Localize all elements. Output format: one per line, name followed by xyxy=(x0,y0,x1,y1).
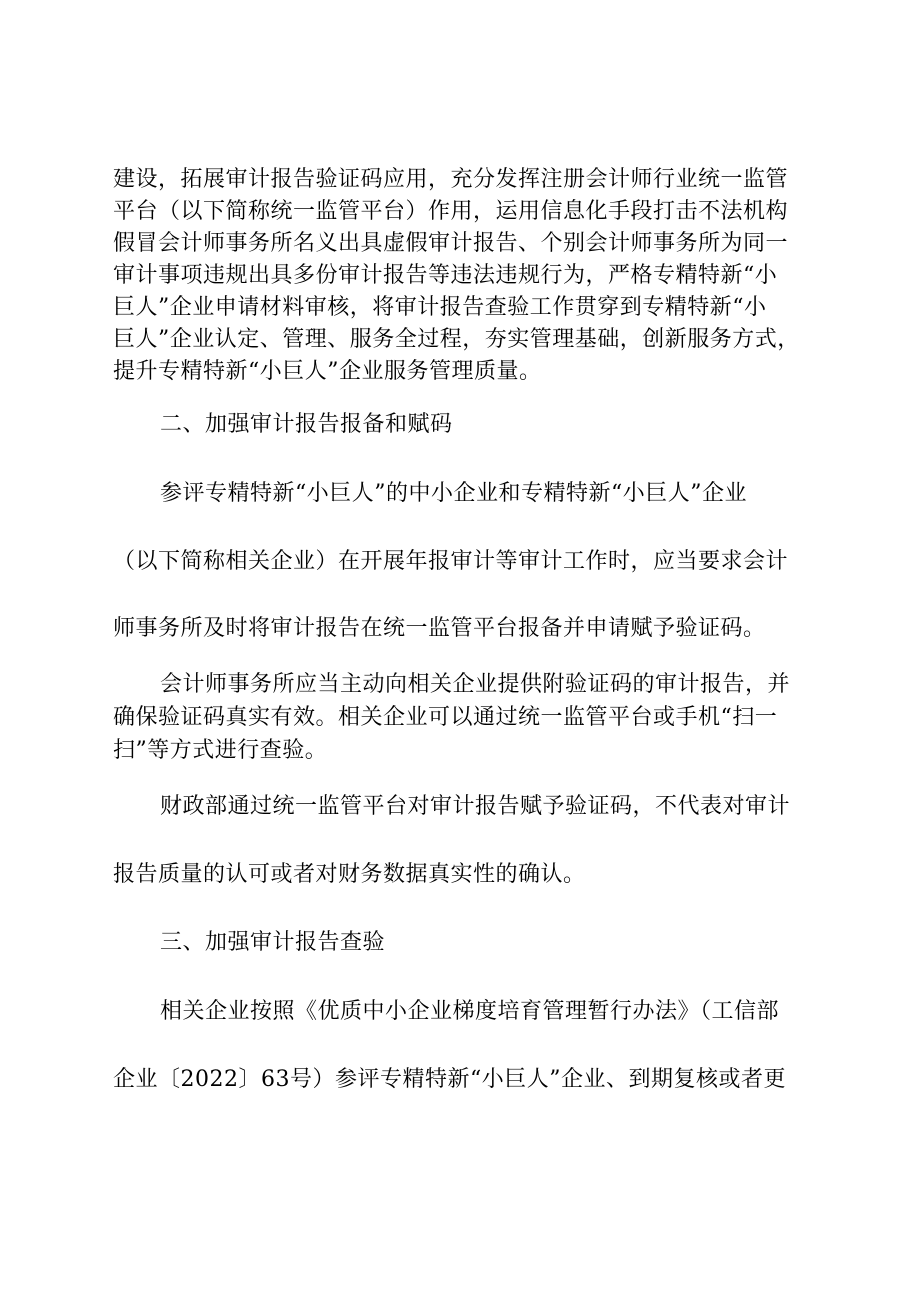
section-heading-3: 三、加强审计报告查验 xyxy=(160,930,386,955)
section-heading-2: 二、加强审计报告报备和赋码 xyxy=(160,412,453,437)
text-line: 审计事项违规出具多份审计报告等违法违规行为，严格专精特新“小 xyxy=(113,263,778,288)
text-line: 巨人”企业申请材料审核，将审计报告查验工作贯穿到专精特新“小 xyxy=(113,295,767,320)
text-line: 假冒会计师事务所名义出具虚假审计报告、个别会计师事务所为同一 xyxy=(113,231,789,256)
text-line: 建设，拓展审计报告验证码应用，充分发挥注册会计师行业统一监管 xyxy=(113,167,789,192)
text-line: 巨人”企业认定、管理、服务全过程，夯实管理基础，创新服务方式， xyxy=(113,327,800,352)
text-line: 会计师事务所应当主动向相关企业提供附验证码的审计报告，并 xyxy=(160,672,791,697)
text-line: （以下简称相关企业）在开展年报审计等审计工作时，应当要求会计 xyxy=(113,549,789,574)
text-line: 师事务所及时将审计报告在统一监管平台报备并申请赋予验证码。 xyxy=(113,616,766,641)
text-line: 参评专精特新“小巨人”的中小企业和专精特新“小巨人”企业 xyxy=(160,481,747,506)
text-line: 财政部通过统一监管平台对审计报告赋予验证码，不代表对审计 xyxy=(160,794,791,819)
text-line: 提升专精特新“小巨人”企业服务管理质量。 xyxy=(113,359,542,384)
text-line: 扫”等方式进行查验。 xyxy=(113,738,328,763)
text-line: 确保验证码真实有效。相关企业可以通过统一监管平台或手机“扫一 xyxy=(113,705,778,730)
text-line: 企业〔2022〕63号）参评专精特新“小巨人”企业、到期复核或者更 xyxy=(113,1067,786,1092)
text-line: 报告质量的认可或者对财务数据真实性的确认。 xyxy=(113,862,586,887)
text-line: 平台（以下简称统一监管平台）作用，运用信息化手段打击不法机构 xyxy=(113,199,789,224)
text-line: 相关企业按照《优质中小企业梯度培育管理暂行办法》（工信部 xyxy=(160,999,780,1024)
